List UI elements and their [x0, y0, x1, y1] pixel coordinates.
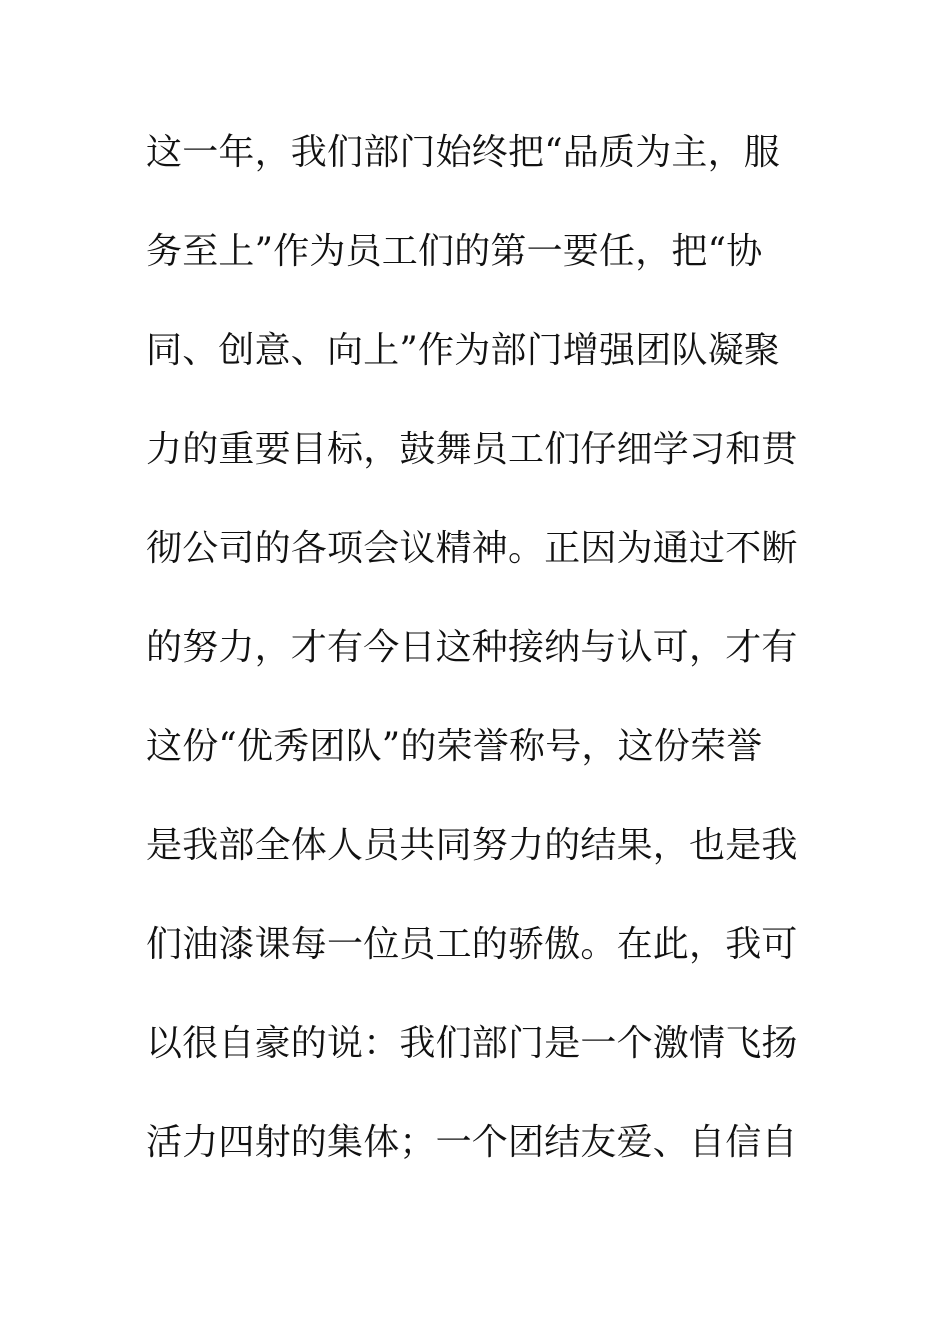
- body-paragraph: [146, 122, 806, 1211]
- paragraph-line-1: 这一年，我们部门始终把“品质为主，服: [146, 132, 781, 173]
- paragraph-line-9: 们油漆课每一位员工的骄傲。在此，我可: [146, 924, 798, 965]
- paragraph-line-5: 彻公司的各项会议精神。正因为通过不断: [146, 528, 798, 569]
- paragraph-line-6: 的努力，才有今日这种接纳与认可，才有: [146, 627, 798, 668]
- paragraph-line-2: 务至上”作为员工们的第一要任，把“协: [146, 231, 763, 272]
- paragraph-line-7: 这份“优秀团队”的荣誉称号，这份荣誉: [146, 726, 763, 767]
- paragraph-line-4: 力的重要目标，鼓舞员工们仔细学习和贯: [146, 429, 798, 470]
- paragraph-line-11: 活力四射的集体；一个团结友爱、自信自: [146, 1122, 798, 1163]
- paragraph-line-10: 以很自豪的说：我们部门是一个激情飞扬: [146, 1023, 798, 1064]
- paragraph-line-8: 是我部全体人员共同努力的结果，也是我: [146, 825, 798, 866]
- paragraph-line-3: 同、创意、向上”作为部门增强团队凝聚: [146, 330, 781, 371]
